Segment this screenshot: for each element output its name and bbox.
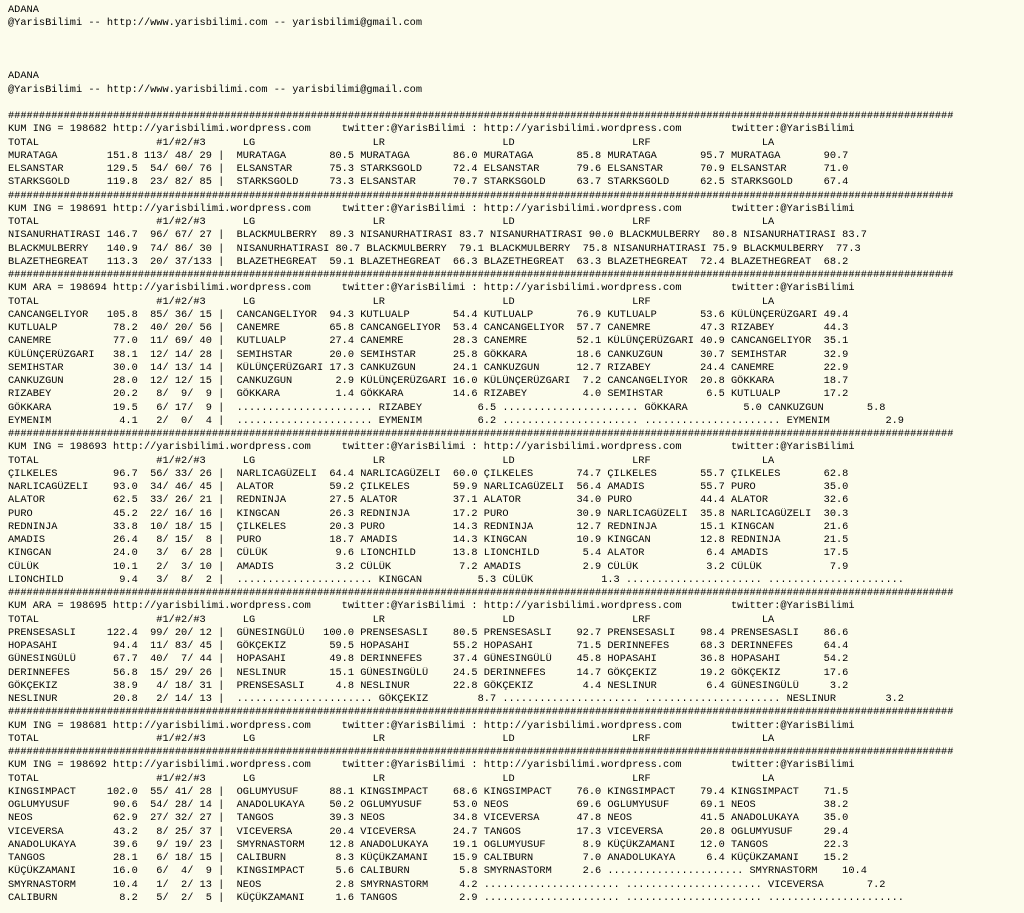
result-row: MURATAGA 151.8 113/ 48/ 29 | MURATAGA 80.5 MURATAGA 86.0 MURATAGA 85.8 MURATAGA 95.7 MURATAGA 90.7 [8,149,849,162]
result-row: GÖKKARA 19.5 6/ 17/ 9 | ...................... RIZABEY 6.5 ...................... GÖKKARA 5.0 CANKUZGUN 5.8 [8,401,886,414]
race-header-line: KUM ING = 198681 http://yarisbilimi.wordpress.com twitter:@YarisBilimi : http://yarisbilimi.wordpress.com twitter:@YarisBilimi [8,719,855,732]
column-header-line: TOTAL #1/#2/#3 LG LR LD LRF LA [8,772,775,785]
result-row: SEMIHSTAR 30.0 14/ 13/ 14 | KÜLÜNÇERÜZGARI 17.3 CANKUZGUN 24.1 CANKUZGUN 12.7 RIZABEY 24.4 CANEMRE 22.9 [8,361,849,374]
result-row: KINGSIMPACT 102.0 55/ 41/ 28 | OGLUMYUSUF 88.1 KINGSIMPACT 68.6 KINGSIMPACT 76.0 KINGSIMPACT 79.4 KINGSIMPACT 71.5 [8,785,849,798]
contact-line: @YarisBilimi -- http://www.yarisbilimi.com -- yarisbilimi@gmail.com [8,17,423,30]
result-row: CANEMRE 77.0 11/ 69/ 40 | KUTLUALP 27.4 CANEMRE 28.3 CANEMRE 52.1 KÜLÜNÇERÜZGARI 40.9 CANCANGELIYOR 35.1 [8,335,849,348]
result-row: GÖKÇEKIZ 38.9 4/ 18/ 31 | PRENSESASLI 4.8 NESLINUR 22.8 GÖKÇEKIZ 4.4 NESLINUR 6.4 GÜNESINGÜLÜ 3.2 [8,679,849,692]
result-row: GÜNESINGÜLÜ 67.7 40/ 7/ 44 | HOPASAHI 49.8 DERINNEFES 37.4 GÜNESINGÜLÜ 45.8 HOPASAHI 36.8 HOPASAHI 54.2 [8,653,849,666]
column-header-line: TOTAL #1/#2/#3 LG LR LD LRF LA [8,732,775,745]
race-header-line: KUM ING = 198693 http://yarisbilimi.wordpress.com twitter:@YarisBilimi : http://yarisbilimi.wordpress.com twitter:@YarisBilimi [8,441,855,454]
race-header-line: KUM ING = 198682 http://yarisbilimi.wordpress.com twitter:@YarisBilimi : http://yarisbilimi.wordpress.com twitter:@YarisBilimi [8,123,855,136]
result-row: DERINNEFES 56.8 15/ 29/ 26 | NESLINUR 15.1 GÜNESINGÜLÜ 24.5 DERINNEFES 14.7 GÖKÇEKIZ 19.2 GÖKÇEKIZ 17.6 [8,666,849,679]
result-row: REDNINJA 33.8 10/ 18/ 15 | ÇILKELES 20.3 PURO 14.3 REDNINJA 12.7 REDNINJA 15.1 KINGCAN 21.6 [8,520,849,533]
result-row: RIZABEY 20.2 8/ 9/ 9 | GÖKKARA 1.4 GÖKKARA 14.6 RIZABEY 4.0 SEMIHSTAR 6.5 KUTLUALP 17.2 [8,388,849,401]
race-header-line: KUM ING = 198692 http://yarisbilimi.wordpress.com twitter:@YarisBilimi : http://yarisbilimi.wordpress.com twitter:@YarisBilimi [8,759,855,772]
race-header-line: KUM ARA = 198694 http://yarisbilimi.wordpress.com twitter:@YarisBilimi : http://yarisbilimi.wordpress.com twitter:@YarisBilimi [8,282,855,295]
result-row: VICEVERSA 43.2 8/ 25/ 37 | VICEVERSA 20.4 VICEVERSA 24.7 TANGOS 17.3 VICEVERSA 20.8 OGLUMYUSUF 29.4 [8,825,849,838]
venue-title: ADANA [8,70,39,83]
result-row: PRENSESASLI 122.4 99/ 20/ 12 | GÜNESINGÜLÜ 100.0 PRENSESASLI 80.5 PRENSESASLI 92.7 PRENSESASLI 98.4 PRENSESASLI 86.6 [8,626,849,639]
result-row: CANCANGELIYOR 105.8 85/ 36/ 15 | CANCANGELIYOR 94.3 KUTLUALP 54.4 KUTLUALP 76.9 KUTLUALP 53.6 KÜLÜNÇERÜZGARI 49.4 [8,308,849,321]
race-header-line: KUM ARA = 198695 http://yarisbilimi.wordpress.com twitter:@YarisBilimi : http://yarisbilimi.wordpress.com twitter:@YarisBilimi [8,600,855,613]
separator-line: ######################################################################################################################################################### [8,706,954,719]
result-row: STARKSGOLD 119.8 23/ 82/ 85 | STARKSGOLD 73.3 ELSANSTAR 70.7 STARKSGOLD 63.7 STARKSGOLD 62.5 STARKSGOLD 67.4 [8,176,849,189]
result-row: CANKUZGUN 28.0 12/ 12/ 15 | CANKUZGUN 2.9 KÜLÜNÇERÜZGARI 16.0 KÜLÜNÇERÜZGARI 7.2 CANCANGELIYOR 20.8 GÖKKARA 18.7 [8,375,849,387]
result-row: NEOS 62.9 27/ 32/ 27 | TANGOS 39.3 NEOS 34.8 VICEVERSA 47.8 NEOS 41.5 ANADOLUKAYA 35.0 [8,812,849,825]
separator-line: ######################################################################################################################################################### [8,110,954,122]
blank-line [8,44,1018,57]
result-row: LIONCHILD 9.4 3/ 8/ 2 | ...................... KINGCAN 5.3 CÜLÜK 1.3 ...................... ...................... [8,573,904,586]
separator-line: ######################################################################################################################################################### [8,587,954,599]
column-header-line: TOTAL #1/#2/#3 LG LR LD LRF LA [8,613,775,626]
blank-line [8,97,1018,110]
separator-line: ######################################################################################################################################################### [8,746,954,758]
report-document [8,4,1018,905]
separator-line: ######################################################################################################################################################### [8,428,954,440]
result-row: HOPASAHI 94.4 11/ 83/ 45 | GÖKÇEKIZ 59.5 HOPASAHI 55.2 HOPASAHI 71.5 DERINNEFES 68.3 DERINNEFES 64.4 [8,640,849,652]
result-row: ÇILKELES 96.7 56/ 33/ 26 | NARLICAGÜZELI 64.4 NARLICAGÜZELI 60.0 ÇILKELES 74.7 ÇILKELES 55.7 ÇILKELES 62.8 [8,467,849,480]
result-row: BLAZETHEGREAT 113.3 20/ 37/133 | BLAZETHEGREAT 59.1 BLAZETHEGREAT 66.3 BLAZETHEGREAT 63.3 BLAZETHEGREAT 72.4 BLAZETHEGREAT 68.2 [8,255,849,268]
result-row: ELSANSTAR 129.5 54/ 60/ 76 | ELSANSTAR 75.3 STARKSGOLD 72.4 ELSANSTAR 79.6 ELSANSTAR 70.9 ELSANSTAR 71.0 [8,163,849,175]
result-row: CÜLÜK 10.1 2/ 3/ 10 | AMADIS 3.2 CÜLÜK 7.2 AMADIS 2.9 CÜLÜK 3.2 CÜLÜK 7.9 [8,560,849,573]
column-header-line: TOTAL #1/#2/#3 LG LR LD LRF LA [8,216,775,228]
result-row: AMADIS 26.4 8/ 15/ 8 | PURO 18.7 AMADIS 14.3 KINGCAN 10.9 KINGCAN 12.8 REDNINJA 21.5 [8,534,849,546]
separator-line: ######################################################################################################################################################### [8,189,954,202]
blank-line [8,57,1018,70]
result-row: ANADOLUKAYA 39.6 9/ 19/ 23 | SMYRNASTORM 12.8 ANADOLUKAYA 19.1 OGLUMYUSUF 8.9 KÜÇÜKZAMANI 12.0 TANGOS 22.3 [8,838,849,851]
result-row: CALIBURN 8.2 5/ 2/ 5 | KÜÇÜKZAMANI 1.6 TANGOS 2.9 ...................... ...................... ...................... [8,891,904,904]
result-row: SMYRNASTORM 10.4 1/ 2/ 13 | NEOS 2.8 SMYRNASTORM 4.2 ...................... ...................... VICEVERSA 7.2 [8,878,886,891]
column-header-line: TOTAL #1/#2/#3 LG LR LD LRF LA [8,136,775,149]
result-row: ALATOR 62.5 33/ 26/ 21 | REDNINJA 27.5 ALATOR 37.1 ALATOR 34.0 PURO 44.4 ALATOR 32.6 [8,494,849,507]
result-row: EYMENIM 4.1 2/ 0/ 4 | ...................... EYMENIM 6.2 ...................... ...................... EYMENIM 2.9 [8,414,904,427]
result-row: TANGOS 28.1 6/ 18/ 15 | CALIBURN 8.3 KÜÇÜKZAMANI 15.9 CALIBURN 7.0 ANADOLUKAYA 6.4 KÜÇÜKZAMANI 15.2 [8,852,849,864]
result-row: KINGCAN 24.0 3/ 6/ 28 | CÜLÜK 9.6 LIONCHILD 13.8 LIONCHILD 5.4 ALATOR 6.4 AMADIS 17.5 [8,547,849,560]
result-row: KÜLÜNÇERÜZGARI 38.1 12/ 14/ 28 | SEMIHSTAR 20.0 SEMIHSTAR 25.8 GÖKKARA 18.6 CANKUZGUN 30.7 SEMIHSTAR 32.9 [8,348,849,361]
result-row: KUTLUALP 78.2 40/ 20/ 56 | CANEMRE 65.8 CANCANGELIYOR 53.4 CANCANGELIYOR 57.7 CANEMRE 47.3 RIZABEY 44.3 [8,322,849,334]
column-header-line: TOTAL #1/#2/#3 LG LR LD LRF LA [8,295,775,308]
result-row: NARLICAGÜZELI 93.0 34/ 46/ 45 | ALATOR 59.2 ÇILKELES 59.9 NARLICAGÜZELI 56.4 AMADIS 55.7 PURO 35.0 [8,481,849,493]
result-row: OGLUMYUSUF 90.6 54/ 28/ 14 | ANADOLUKAYA 50.2 OGLUMYUSUF 53.0 NEOS 69.6 OGLUMYUSUF 69.1 NEOS 38.2 [8,799,849,811]
contact-line: @YarisBilimi -- http://www.yarisbilimi.com -- yarisbilimi@gmail.com [8,83,423,96]
result-row: PURO 45.2 22/ 16/ 16 | KINGCAN 26.3 REDNINJA 17.2 PURO 30.9 NARLICAGÜZELI 35.8 NARLICAGÜZELI 30.3 [8,507,849,520]
race-header-line: KUM ING = 198691 http://yarisbilimi.wordpress.com twitter:@YarisBilimi : http://yarisbilimi.wordpress.com twitter:@YarisBilimi [8,202,855,215]
column-header-line: TOTAL #1/#2/#3 LG LR LD LRF LA [8,454,775,467]
blank-line [8,31,1018,44]
venue-title: ADANA [8,4,39,16]
result-row: KÜÇÜKZAMANI 16.0 6/ 4/ 9 | KINGSIMPACT 5.6 CALIBURN 5.8 SMYRNASTORM 2.6 ...................... SMYRNASTORM 10.4 [8,865,867,878]
result-row: NISANURHATIRASI 146.7 96/ 67/ 27 | BLACKMULBERRY 89.3 NISANURHATIRASI 83.7 NISANURHATIRASI 90.0 BLACKMULBERRY 80.8 NISANURHATIRASI 83.7 [8,229,867,242]
result-row: BLACKMULBERRY 140.9 74/ 86/ 30 | NISANURHATIRASI 80.7 BLACKMULBERRY 79.1 BLACKMULBERRY 75.8 NISANURHATIRASI 75.9 BLACKMULBERRY 77.3 [8,242,861,255]
separator-line: ######################################################################################################################################################### [8,269,954,281]
result-row: NESLINUR 20.8 2/ 14/ 13 | ...................... GÖKÇEKIZ 8.7 ...................... ...................... NESLINUR 3.2 [8,693,904,705]
